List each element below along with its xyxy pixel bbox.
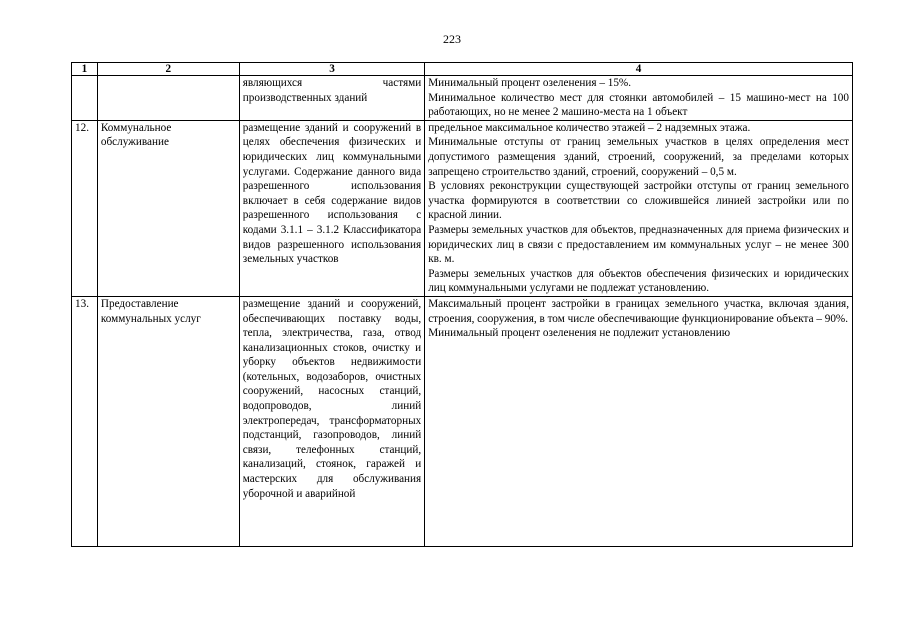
table-header-row xyxy=(72,63,853,76)
header-cell-2: 2 xyxy=(97,63,239,76)
parameter-text: Минимальный процент озеленения – 15%. xyxy=(428,77,632,89)
use-parameters xyxy=(425,120,853,296)
parameter-text: Минимальный процент озеленения не подлежит установлению xyxy=(428,327,731,340)
header-cell-3: 3 xyxy=(239,63,424,76)
parameter-text: предельное максимальное количество этажей – 2 надземных этажа. xyxy=(428,121,751,134)
table-row xyxy=(72,120,853,296)
table-row xyxy=(72,76,853,121)
use-parameters xyxy=(425,76,853,121)
row-number xyxy=(72,76,98,121)
parameter-text: В условиях реконструкции существующей застройки отступы от границ земельного участка формируются в соответствии со сложившейся линией застройки или по красной линии. xyxy=(428,180,849,222)
parameter-text: Минимальные отступы от границ земельных участков в целях определения мест допустимого размещения зданий, строений, сооружений, за пределами которых запрещено строительство зданий, строений, сооружений – 0,5 м. xyxy=(428,136,849,178)
use-description: размещение зданий и сооружений в целях обеспечения физических и юридических лиц коммунальными услугами. Содержание данного вида разрешенного использования включает в себя содержание видов разрешенного использования с кодами 3.1.1 – 3.1.2 Классификатора видов разрешенного использования земельных участков xyxy=(239,120,424,296)
row-number: 13. xyxy=(72,296,98,546)
use-parameters xyxy=(425,296,853,546)
zoning-table xyxy=(71,62,853,547)
row-number: 12. xyxy=(72,120,98,296)
parameter-text: Максимальный процент застройки в границах земельного участка, включая здания, строения, сооружения, в том числе обеспечивающие функционирование объекта – 90%. xyxy=(428,297,849,325)
parameter-text: Минимальное количество мест для стоянки автомобилей – 15 машино-мест на 100 работающих, но не менее 2 машино-места на 1 объект xyxy=(428,91,849,119)
use-name xyxy=(97,76,239,121)
table-row xyxy=(72,296,853,546)
parameter-text: Размеры земельных участков для объектов обеспечения физических и юридических лиц коммунальными услугами не подлежат установлению. xyxy=(428,267,849,295)
parameter-text: Размеры земельных участков для объектов, предназначенных для приема физических и юридических лиц в связи с предоставлением им коммунальных услуг – не менее 300 кв. м. xyxy=(428,223,849,266)
use-description: являющихся частями производственных зданий xyxy=(239,76,424,121)
page-number: 223 xyxy=(443,32,461,46)
use-description: размещение зданий и сооружений, обеспечивающих поставку воды, тепла, электричества, газа, отвод канализационных стоков, очистку и уборку объектов недвижимости (котельных, водозаборов, очистных сооружений, насосных станций, водопроводов, линий электропередач, трансформаторных подстанций, газопроводов, линий связи, телефонных станций, канализаций, стоянок, гаражей и мастерских для обслуживания уборочной и аварийной xyxy=(239,296,424,546)
use-name: Предоставление коммунальных услуг xyxy=(97,296,239,546)
header-cell-1: 1 xyxy=(72,63,98,76)
use-name: Коммунальное обслуживание xyxy=(97,120,239,296)
header-cell-4: 4 xyxy=(425,63,853,76)
